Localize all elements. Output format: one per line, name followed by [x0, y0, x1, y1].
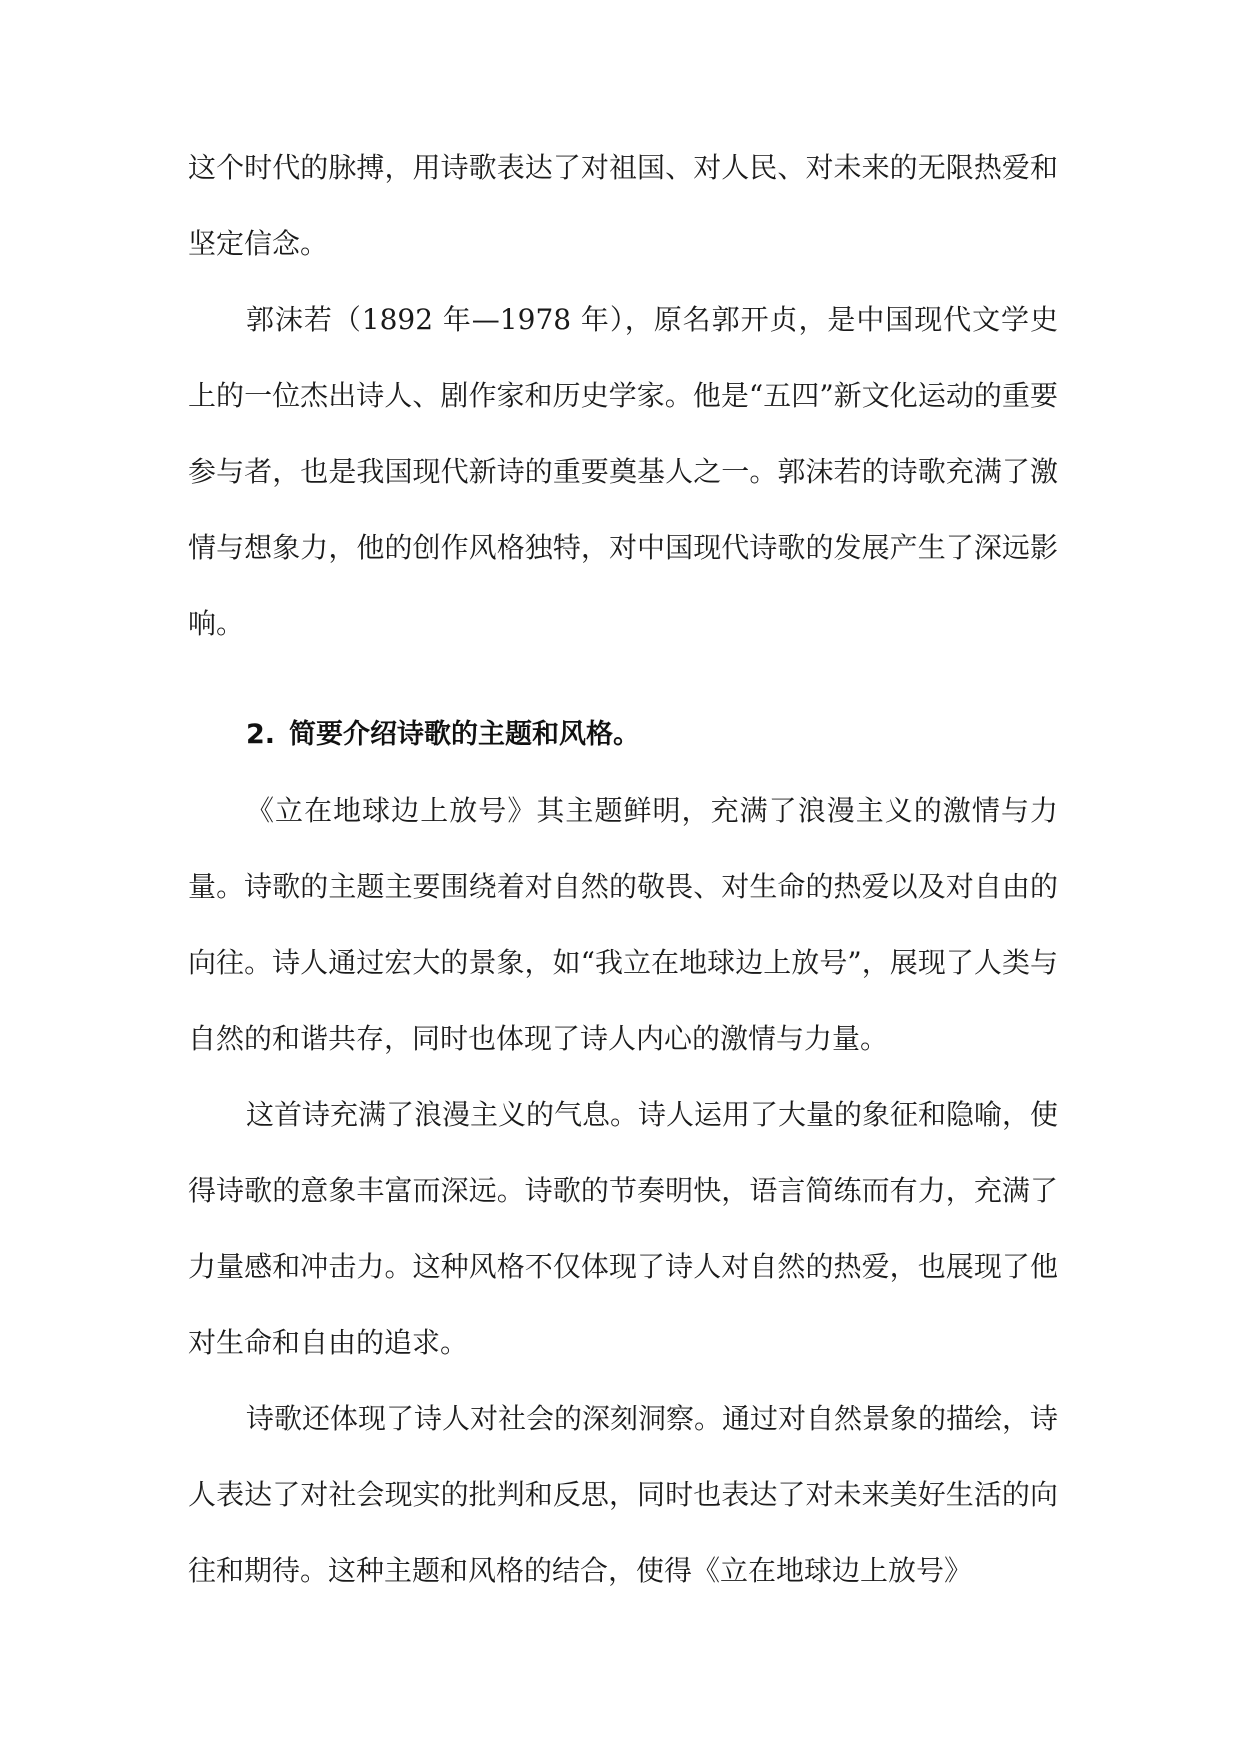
- section-heading-text: 简要介绍诗歌的主题和风格。: [289, 719, 641, 750]
- section-heading: [188, 697, 1058, 773]
- paragraph-society: 诗歌还体现了诗人对社会的深刻洞察。通过对自然景象的描绘，诗人表达了对社会现实的批判和反思，同时也表达了对未来美好生活的向往和期待。这种主题和风格的结合，使得《立在地球边上放号》: [188, 1402, 1059, 1587]
- section-heading-number: 2.: [246, 719, 276, 750]
- heading-spacer: [188, 662, 1058, 697]
- paragraph-author-bio: 郭沫若（1892 年—1978 年），原名郭开贞，是中国现代文学史上的一位杰出诗人、剧作家和历史学家。他是“五四”新文化运动的重要参与者，也是我国现代新诗的重要奠基人之一。郭沫若的诗歌充满了激情与想象力，他的创作风格独特，对中国现代诗歌的发展产生了深远影响。: [188, 303, 1058, 640]
- document-body: [188, 130, 1058, 1609]
- paragraph-theme: 《立在地球边上放号》其主题鲜明，充满了浪漫主义的激情与力量。诗歌的主题主要围绕着对自然的敬畏、对生命的热爱以及对自由的向往。诗人通过宏大的景象，如“我立在地球边上放号”，展现了人类与自然的和谐共存，同时也体现了诗人内心的激情与力量。: [188, 794, 1058, 1055]
- paragraph-style: 这首诗充满了浪漫主义的气息。诗人运用了大量的象征和隐喻，使得诗歌的意象丰富而深远。诗歌的节奏明快，语言简练而有力，充满了力量感和冲击力。这种风格不仅体现了诗人对自然的热爱，也展现了他对生命和自由的追求。: [188, 1098, 1059, 1359]
- paragraph-continuation: 这个时代的脉搏，用诗歌表达了对祖国、对人民、对未来的无限热爱和坚定信念。: [188, 151, 1058, 260]
